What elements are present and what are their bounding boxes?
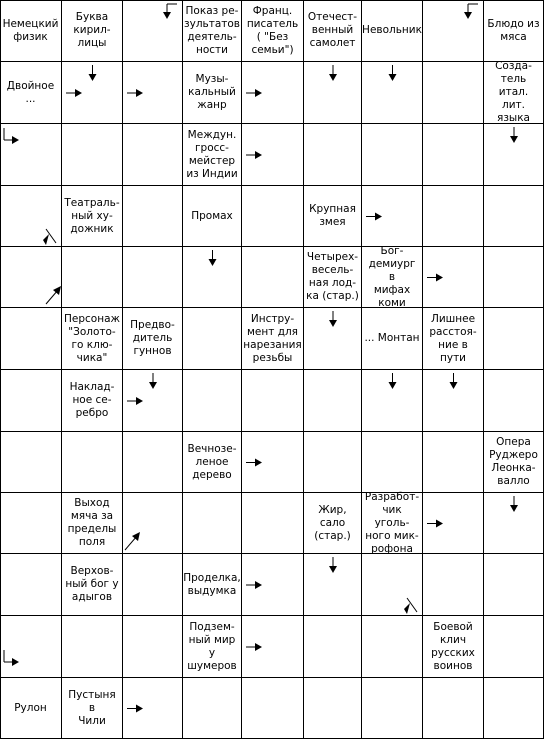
clue-cell [183, 616, 242, 678]
answer-cell[interactable] [62, 432, 123, 493]
clue-text: Крупная змея [309, 203, 356, 228]
answer-cell[interactable] [123, 678, 183, 739]
answer-cell[interactable] [123, 493, 183, 554]
answer-cell[interactable] [362, 124, 423, 186]
answer-cell[interactable] [183, 678, 242, 739]
clue-cell [0, 678, 62, 739]
answer-cell[interactable] [123, 186, 183, 247]
answer-cell[interactable] [0, 247, 62, 308]
answer-cell[interactable] [242, 432, 304, 493]
answer-cell[interactable] [304, 308, 362, 370]
clue-cell [62, 308, 123, 370]
clue-cell [183, 432, 242, 493]
answer-cell[interactable] [183, 493, 242, 554]
clue-cell [362, 308, 423, 370]
answer-cell[interactable] [242, 616, 304, 678]
clue-text: Созда- тель итал. лит. языка [495, 60, 532, 124]
clue-cell [62, 370, 123, 432]
clue-cell [0, 0, 62, 62]
answer-cell[interactable] [0, 616, 62, 678]
clue-text: Выход мяча за пределы поля [67, 497, 117, 548]
clue-cell [0, 62, 62, 124]
clue-cell [183, 62, 242, 124]
answer-cell[interactable] [362, 432, 423, 493]
answer-cell[interactable] [484, 554, 544, 616]
answer-cell[interactable] [304, 124, 362, 186]
answer-cell[interactable] [242, 247, 304, 308]
clue-text: Блюдо из мяса [487, 17, 540, 43]
answer-cell[interactable] [62, 62, 123, 124]
clue-text: Боевой клич русских воинов [431, 620, 475, 672]
clue-cell [484, 432, 544, 493]
answer-cell[interactable] [123, 62, 183, 124]
answer-cell[interactable] [362, 554, 423, 616]
answer-cell[interactable] [362, 370, 423, 432]
answer-cell[interactable] [423, 0, 484, 62]
answer-cell[interactable] [484, 678, 544, 739]
clue-text: Вечнозе- леное дерево [187, 442, 237, 481]
clue-cell [183, 124, 242, 186]
answer-cell[interactable] [423, 554, 484, 616]
answer-cell[interactable] [362, 616, 423, 678]
answer-cell[interactable] [304, 370, 362, 432]
answer-cell[interactable] [0, 432, 62, 493]
answer-cell[interactable] [423, 186, 484, 247]
clue-text: Отечест- венный самолет [307, 11, 358, 49]
clue-text: Музы- кальный жанр [188, 73, 236, 111]
answer-cell[interactable] [362, 62, 423, 124]
answer-cell[interactable] [362, 186, 423, 247]
answer-cell[interactable] [484, 493, 544, 554]
clue-text: Разработ- чик уголь- ного мик- рофона [364, 490, 420, 555]
answer-cell[interactable] [0, 554, 62, 616]
answer-cell[interactable] [484, 616, 544, 678]
answer-cell[interactable] [0, 308, 62, 370]
clue-text: Бог- демиург в мифах коми [368, 244, 416, 309]
clue-text: Двойное ... [6, 79, 55, 105]
answer-cell[interactable] [123, 0, 183, 62]
clue-cell [362, 490, 423, 555]
clue-text: Проделка, выдумка [183, 571, 241, 597]
answer-cell[interactable] [123, 124, 183, 186]
clue-text: Рулон [14, 701, 47, 714]
clue-cell [362, 0, 423, 62]
clue-cell [362, 244, 423, 309]
clue-cell [242, 0, 304, 62]
clue-text: Инстру- мент для нарезания резьбы [243, 312, 302, 364]
clue-text: Опера Руджеро Леонка- валло [489, 436, 538, 487]
answer-cell[interactable] [62, 247, 123, 308]
answer-cell[interactable] [242, 554, 304, 616]
clue-cell [304, 186, 362, 247]
clue-cell [423, 616, 484, 678]
clue-text: Невольник [362, 24, 422, 36]
answer-cell[interactable] [484, 186, 544, 247]
clue-text: Наклад- ное се- ребро [69, 381, 115, 419]
clue-text: Четырех- весель- ная лод- ка (стар.) [306, 251, 359, 302]
clue-cell [423, 308, 484, 370]
answer-cell[interactable] [242, 493, 304, 554]
clue-text: Жир, сало (стар.) [314, 503, 351, 542]
answer-cell[interactable] [0, 370, 62, 432]
clue-cell [484, 0, 544, 62]
answer-cell[interactable] [304, 432, 362, 493]
clue-cell [62, 678, 123, 739]
answer-cell[interactable] [304, 62, 362, 124]
clue-text: Театраль- ный ху- дожник [64, 196, 120, 235]
answer-cell[interactable] [242, 678, 304, 739]
clue-text: Показ ре- зультатов деятель- ности [184, 4, 240, 56]
answer-cell[interactable] [183, 247, 242, 308]
answer-cell[interactable] [123, 247, 183, 308]
answer-cell[interactable] [62, 124, 123, 186]
clue-text: Подзем- ный мир у шумеров [187, 620, 237, 672]
answer-cell[interactable] [362, 678, 423, 739]
clue-cell [62, 186, 123, 247]
clue-cell [183, 0, 242, 62]
clue-text: Немецкий физик [2, 17, 59, 43]
clue-text: Верхов- ный бог у адыгов [65, 565, 119, 603]
answer-cell[interactable] [242, 124, 304, 186]
answer-cell[interactable] [423, 432, 484, 493]
clue-text: Промах [191, 209, 233, 222]
clue-cell [62, 554, 123, 616]
clue-text: Лишнее расстоя- ние в пути [429, 312, 477, 364]
answer-cell[interactable] [423, 124, 484, 186]
clue-text: Франц. писатель ( "Без семьи") [246, 4, 299, 56]
answer-cell[interactable] [62, 616, 123, 678]
answer-cell[interactable] [484, 247, 544, 308]
answer-cell[interactable] [242, 186, 304, 247]
clue-cell [242, 308, 304, 370]
clue-text: Междун. гросс- мейстер из Индии [186, 128, 238, 180]
clue-cell [304, 0, 362, 62]
clue-text: Буква кирил- лицы [73, 11, 111, 49]
answer-cell[interactable] [123, 554, 183, 616]
answer-cell[interactable] [123, 432, 183, 493]
answer-cell[interactable] [423, 678, 484, 739]
answer-cell[interactable] [304, 678, 362, 739]
answer-cell[interactable] [484, 308, 544, 370]
answer-cell[interactable] [484, 124, 544, 186]
answer-cell[interactable] [423, 370, 484, 432]
answer-cell[interactable] [183, 370, 242, 432]
clue-cell [183, 186, 242, 247]
clue-cell [123, 308, 183, 370]
answer-cell[interactable] [123, 370, 183, 432]
answer-cell[interactable] [423, 247, 484, 308]
answer-cell[interactable] [123, 616, 183, 678]
answer-cell[interactable] [423, 493, 484, 554]
answer-cell[interactable] [0, 493, 62, 554]
clue-text: ... Монтан [364, 332, 420, 344]
clue-text: Персонаж "Золото- го клю- чика" [64, 312, 120, 364]
clue-cell [304, 247, 362, 308]
answer-cell[interactable] [484, 370, 544, 432]
answer-cell[interactable] [304, 554, 362, 616]
answer-cell[interactable] [242, 62, 304, 124]
clue-cell [183, 554, 242, 616]
clue-text: Предво- дитель гуннов [130, 319, 175, 357]
clue-cell [484, 62, 544, 124]
clue-cell [62, 0, 123, 62]
answer-cell[interactable] [242, 370, 304, 432]
clue-cell [304, 493, 362, 554]
clue-cell [62, 493, 123, 554]
answer-cell[interactable] [0, 124, 62, 186]
answer-cell[interactable] [423, 62, 484, 124]
answer-cell[interactable] [183, 308, 242, 370]
clue-text: Пустыня в Чили [68, 688, 116, 727]
answer-cell[interactable] [0, 186, 62, 247]
answer-cell[interactable] [304, 616, 362, 678]
